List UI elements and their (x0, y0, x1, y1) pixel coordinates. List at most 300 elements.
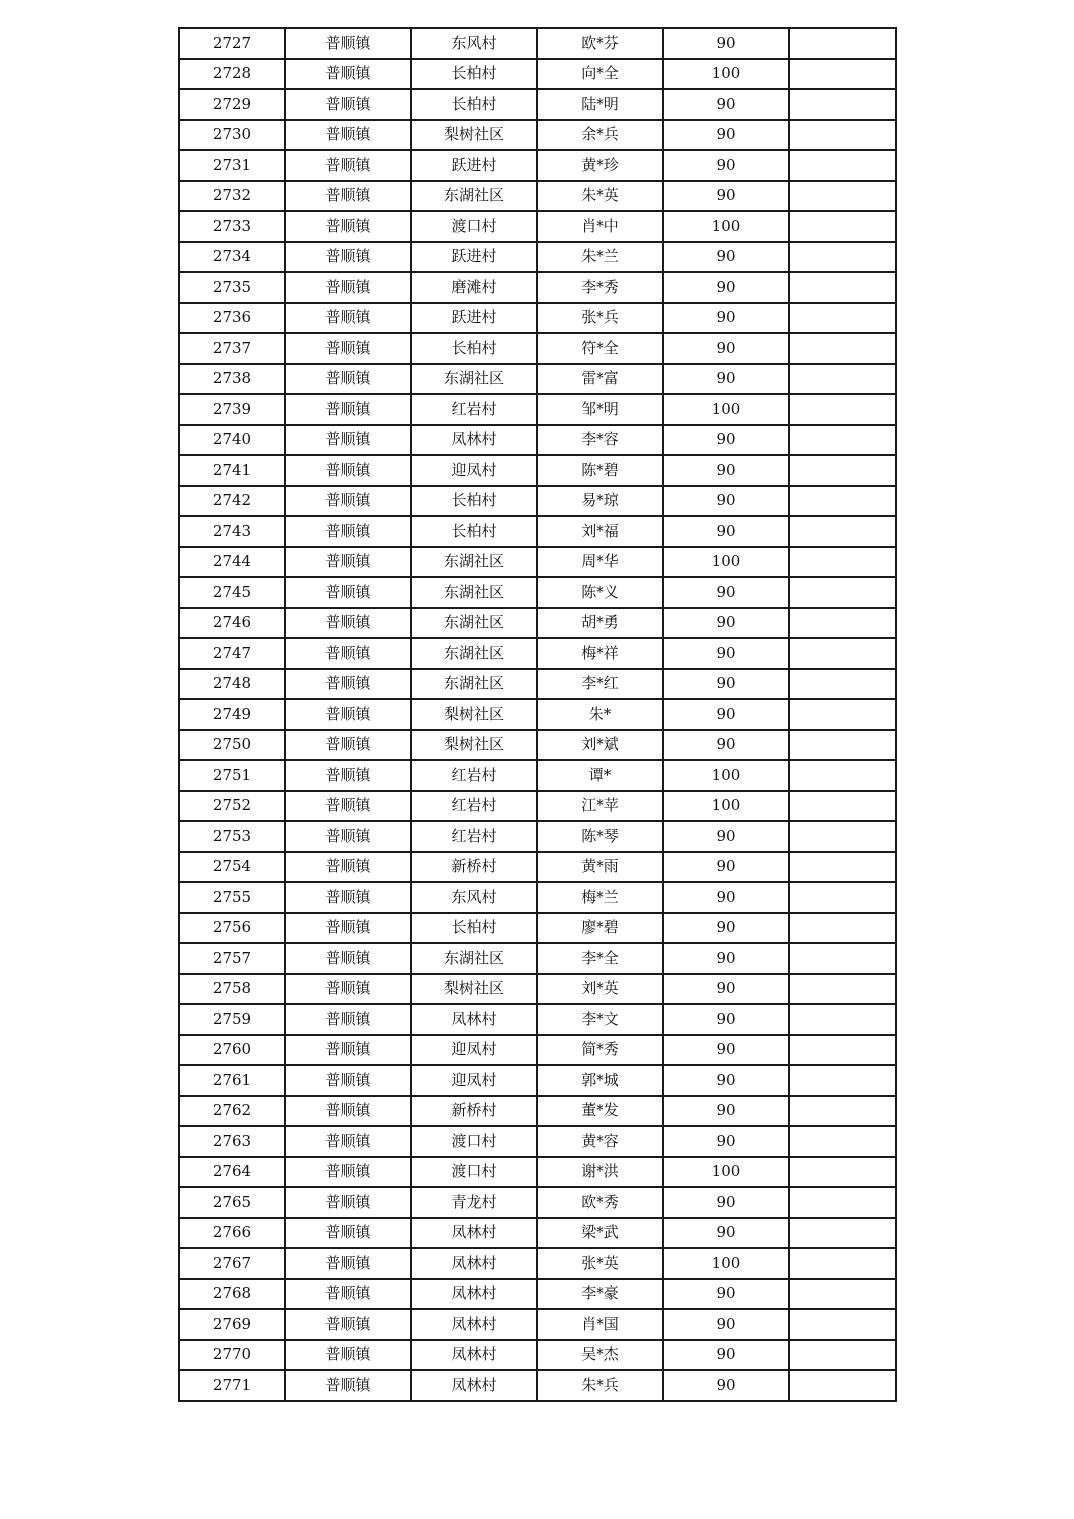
name-cell: 李*红 (537, 669, 663, 700)
note-cell (789, 1035, 896, 1066)
name-cell: 梅*祥 (537, 638, 663, 669)
village-cell: 东湖社区 (411, 943, 537, 974)
amount-cell: 100 (663, 394, 789, 425)
name-cell: 简*秀 (537, 1035, 663, 1066)
table-row (179, 974, 896, 1005)
table-row (179, 425, 896, 456)
row-number-cell: 2768 (179, 1279, 285, 1310)
town-cell: 普顺镇 (285, 1126, 411, 1157)
village-cell: 梨树社区 (411, 120, 537, 151)
name-cell: 江*苹 (537, 791, 663, 822)
name-cell: 陈*义 (537, 577, 663, 608)
name-cell: 廖*碧 (537, 913, 663, 944)
town-cell: 普顺镇 (285, 1248, 411, 1279)
table-row (179, 1065, 896, 1096)
row-number-cell: 2743 (179, 516, 285, 547)
village-cell: 跃进村 (411, 242, 537, 273)
name-cell: 胡*勇 (537, 608, 663, 639)
town-cell: 普顺镇 (285, 608, 411, 639)
table-row (179, 364, 896, 395)
note-cell (789, 59, 896, 90)
village-cell: 凤林村 (411, 1004, 537, 1035)
row-number-cell: 2762 (179, 1096, 285, 1127)
row-number-cell: 2741 (179, 455, 285, 486)
amount-cell: 90 (663, 455, 789, 486)
row-number-cell: 2735 (179, 272, 285, 303)
table-row (179, 120, 896, 151)
row-number-cell: 2737 (179, 333, 285, 364)
town-cell: 普顺镇 (285, 486, 411, 517)
amount-cell: 90 (663, 516, 789, 547)
note-cell (789, 1157, 896, 1188)
row-number-cell: 2769 (179, 1309, 285, 1340)
row-number-cell: 2749 (179, 699, 285, 730)
note-cell (789, 1218, 896, 1249)
amount-cell: 90 (663, 669, 789, 700)
note-cell (789, 333, 896, 364)
town-cell: 普顺镇 (285, 242, 411, 273)
row-number-cell: 2767 (179, 1248, 285, 1279)
table-row (179, 821, 896, 852)
row-number-cell: 2746 (179, 608, 285, 639)
village-cell: 梨树社区 (411, 699, 537, 730)
table-row (179, 455, 896, 486)
village-cell: 跃进村 (411, 150, 537, 181)
name-cell: 朱*兰 (537, 242, 663, 273)
row-number-cell: 2732 (179, 181, 285, 212)
row-number-cell: 2771 (179, 1370, 285, 1401)
village-cell: 青龙村 (411, 1187, 537, 1218)
name-cell: 符*全 (537, 333, 663, 364)
table-row (179, 882, 896, 913)
town-cell: 普顺镇 (285, 455, 411, 486)
table-row (179, 760, 896, 791)
name-cell: 雷*富 (537, 364, 663, 395)
name-cell: 邹*明 (537, 394, 663, 425)
town-cell: 普顺镇 (285, 638, 411, 669)
amount-cell: 100 (663, 1157, 789, 1188)
village-cell: 跃进村 (411, 303, 537, 334)
amount-cell: 90 (663, 638, 789, 669)
town-cell: 普顺镇 (285, 1157, 411, 1188)
table-row (179, 1157, 896, 1188)
amount-cell: 90 (663, 1218, 789, 1249)
town-cell: 普顺镇 (285, 1370, 411, 1401)
note-cell (789, 577, 896, 608)
table-row (179, 1126, 896, 1157)
note-cell (789, 394, 896, 425)
note-cell (789, 669, 896, 700)
name-cell: 刘*斌 (537, 730, 663, 761)
town-cell: 普顺镇 (285, 1035, 411, 1066)
name-cell: 朱*英 (537, 181, 663, 212)
name-cell: 梁*武 (537, 1218, 663, 1249)
row-number-cell: 2740 (179, 425, 285, 456)
note-cell (789, 181, 896, 212)
table-row (179, 181, 896, 212)
row-number-cell: 2738 (179, 364, 285, 395)
note-cell (789, 150, 896, 181)
table-row (179, 1187, 896, 1218)
amount-cell: 90 (663, 577, 789, 608)
table-row (179, 913, 896, 944)
name-cell: 易*琼 (537, 486, 663, 517)
village-cell: 长柏村 (411, 333, 537, 364)
town-cell: 普顺镇 (285, 1218, 411, 1249)
name-cell: 董*发 (537, 1096, 663, 1127)
note-cell (789, 516, 896, 547)
amount-cell: 90 (663, 272, 789, 303)
village-cell: 凤林村 (411, 1370, 537, 1401)
row-number-cell: 2756 (179, 913, 285, 944)
note-cell (789, 547, 896, 578)
row-number-cell: 2730 (179, 120, 285, 151)
row-number-cell: 2750 (179, 730, 285, 761)
row-number-cell: 2770 (179, 1340, 285, 1371)
village-cell: 长柏村 (411, 913, 537, 944)
note-cell (789, 1187, 896, 1218)
table-row (179, 89, 896, 120)
village-cell: 东湖社区 (411, 608, 537, 639)
table-row (179, 150, 896, 181)
village-cell: 新桥村 (411, 1096, 537, 1127)
table-row (179, 1096, 896, 1127)
name-cell: 谢*洪 (537, 1157, 663, 1188)
name-cell: 欧*芬 (537, 28, 663, 59)
row-number-cell: 2763 (179, 1126, 285, 1157)
note-cell (789, 89, 896, 120)
row-number-cell: 2731 (179, 150, 285, 181)
amount-cell: 90 (663, 1065, 789, 1096)
amount-cell: 90 (663, 913, 789, 944)
amount-cell: 90 (663, 943, 789, 974)
row-number-cell: 2766 (179, 1218, 285, 1249)
note-cell (789, 974, 896, 1005)
table-row (179, 1004, 896, 1035)
village-cell: 东湖社区 (411, 547, 537, 578)
note-cell (789, 28, 896, 59)
village-cell: 东湖社区 (411, 181, 537, 212)
village-cell: 磨滩村 (411, 272, 537, 303)
table-row (179, 333, 896, 364)
amount-cell: 90 (663, 699, 789, 730)
village-cell: 长柏村 (411, 516, 537, 547)
table-row (179, 669, 896, 700)
town-cell: 普顺镇 (285, 28, 411, 59)
village-cell: 凤林村 (411, 425, 537, 456)
note-cell (789, 791, 896, 822)
amount-cell: 90 (663, 28, 789, 59)
row-number-cell: 2728 (179, 59, 285, 90)
village-cell: 新桥村 (411, 852, 537, 883)
name-cell: 李*文 (537, 1004, 663, 1035)
name-cell: 梅*兰 (537, 882, 663, 913)
town-cell: 普顺镇 (285, 303, 411, 334)
amount-cell: 90 (663, 852, 789, 883)
note-cell (789, 730, 896, 761)
note-cell (789, 1096, 896, 1127)
row-number-cell: 2757 (179, 943, 285, 974)
table-row (179, 852, 896, 883)
town-cell: 普顺镇 (285, 333, 411, 364)
village-cell: 梨树社区 (411, 974, 537, 1005)
row-number-cell: 2727 (179, 28, 285, 59)
name-cell: 欧*秀 (537, 1187, 663, 1218)
table-row (179, 943, 896, 974)
town-cell: 普顺镇 (285, 1065, 411, 1096)
town-cell: 普顺镇 (285, 150, 411, 181)
table-row (179, 303, 896, 334)
name-cell: 黄*雨 (537, 852, 663, 883)
table-row (179, 211, 896, 242)
village-cell: 长柏村 (411, 486, 537, 517)
row-number-cell: 2742 (179, 486, 285, 517)
amount-cell: 90 (663, 425, 789, 456)
amount-cell: 100 (663, 547, 789, 578)
town-cell: 普顺镇 (285, 120, 411, 151)
table-row (179, 1370, 896, 1401)
note-cell (789, 272, 896, 303)
town-cell: 普顺镇 (285, 394, 411, 425)
village-cell: 凤林村 (411, 1279, 537, 1310)
village-cell: 红岩村 (411, 791, 537, 822)
table-row (179, 1248, 896, 1279)
town-cell: 普顺镇 (285, 943, 411, 974)
table-row (179, 791, 896, 822)
amount-cell: 100 (663, 791, 789, 822)
table-row (179, 638, 896, 669)
name-cell: 刘*福 (537, 516, 663, 547)
name-cell: 肖*国 (537, 1309, 663, 1340)
row-number-cell: 2748 (179, 669, 285, 700)
note-cell (789, 852, 896, 883)
town-cell: 普顺镇 (285, 1096, 411, 1127)
table-row (179, 547, 896, 578)
note-cell (789, 943, 896, 974)
amount-cell: 90 (663, 486, 789, 517)
amount-cell: 90 (663, 89, 789, 120)
name-cell: 肖*中 (537, 211, 663, 242)
note-cell (789, 425, 896, 456)
row-number-cell: 2745 (179, 577, 285, 608)
note-cell (789, 608, 896, 639)
town-cell: 普顺镇 (285, 1004, 411, 1035)
amount-cell: 90 (663, 1309, 789, 1340)
village-cell: 红岩村 (411, 760, 537, 791)
row-number-cell: 2736 (179, 303, 285, 334)
name-cell: 朱*兵 (537, 1370, 663, 1401)
village-cell: 东湖社区 (411, 638, 537, 669)
amount-cell: 90 (663, 1187, 789, 1218)
town-cell: 普顺镇 (285, 425, 411, 456)
table-row (179, 242, 896, 273)
amount-cell: 90 (663, 730, 789, 761)
note-cell (789, 486, 896, 517)
name-cell: 谭* (537, 760, 663, 791)
name-cell: 陈*碧 (537, 455, 663, 486)
note-cell (789, 1065, 896, 1096)
amount-cell: 100 (663, 1248, 789, 1279)
town-cell: 普顺镇 (285, 913, 411, 944)
village-cell: 凤林村 (411, 1340, 537, 1371)
town-cell: 普顺镇 (285, 272, 411, 303)
name-cell: 郭*城 (537, 1065, 663, 1096)
town-cell: 普顺镇 (285, 547, 411, 578)
village-cell: 渡口村 (411, 211, 537, 242)
row-number-cell: 2729 (179, 89, 285, 120)
row-number-cell: 2764 (179, 1157, 285, 1188)
amount-cell: 90 (663, 120, 789, 151)
town-cell: 普顺镇 (285, 852, 411, 883)
table-row (179, 730, 896, 761)
note-cell (789, 760, 896, 791)
name-cell: 陆*明 (537, 89, 663, 120)
row-number-cell: 2765 (179, 1187, 285, 1218)
town-cell: 普顺镇 (285, 821, 411, 852)
table-row (179, 1035, 896, 1066)
town-cell: 普顺镇 (285, 577, 411, 608)
table-row (179, 1340, 896, 1371)
table-row (179, 486, 896, 517)
town-cell: 普顺镇 (285, 1309, 411, 1340)
note-cell (789, 1370, 896, 1401)
town-cell: 普顺镇 (285, 791, 411, 822)
name-cell: 黄*珍 (537, 150, 663, 181)
amount-cell: 90 (663, 1035, 789, 1066)
village-cell: 凤林村 (411, 1309, 537, 1340)
table-row (179, 1309, 896, 1340)
amount-cell: 90 (663, 303, 789, 334)
note-cell (789, 638, 896, 669)
town-cell: 普顺镇 (285, 882, 411, 913)
town-cell: 普顺镇 (285, 974, 411, 1005)
amount-cell: 90 (663, 242, 789, 273)
amount-cell: 90 (663, 974, 789, 1005)
table-row (179, 516, 896, 547)
name-cell: 李*容 (537, 425, 663, 456)
amount-cell: 90 (663, 608, 789, 639)
town-cell: 普顺镇 (285, 699, 411, 730)
row-number-cell: 2734 (179, 242, 285, 273)
village-cell: 红岩村 (411, 394, 537, 425)
amount-cell: 90 (663, 882, 789, 913)
town-cell: 普顺镇 (285, 1279, 411, 1310)
village-cell: 渡口村 (411, 1126, 537, 1157)
village-cell: 红岩村 (411, 821, 537, 852)
town-cell: 普顺镇 (285, 760, 411, 791)
note-cell (789, 303, 896, 334)
town-cell: 普顺镇 (285, 211, 411, 242)
town-cell: 普顺镇 (285, 730, 411, 761)
note-cell (789, 913, 896, 944)
town-cell: 普顺镇 (285, 1340, 411, 1371)
note-cell (789, 242, 896, 273)
note-cell (789, 1309, 896, 1340)
amount-cell: 90 (663, 1340, 789, 1371)
table-row (179, 28, 896, 59)
village-cell: 凤林村 (411, 1218, 537, 1249)
row-number-cell: 2753 (179, 821, 285, 852)
name-cell: 刘*英 (537, 974, 663, 1005)
name-cell: 李*豪 (537, 1279, 663, 1310)
table-row (179, 1218, 896, 1249)
row-number-cell: 2758 (179, 974, 285, 1005)
row-number-cell: 2761 (179, 1065, 285, 1096)
note-cell (789, 1279, 896, 1310)
amount-cell: 90 (663, 1279, 789, 1310)
row-number-cell: 2751 (179, 760, 285, 791)
name-cell: 张*英 (537, 1248, 663, 1279)
note-cell (789, 882, 896, 913)
amount-cell: 100 (663, 211, 789, 242)
row-number-cell: 2754 (179, 852, 285, 883)
village-cell: 长柏村 (411, 59, 537, 90)
row-number-cell: 2747 (179, 638, 285, 669)
amount-cell: 100 (663, 760, 789, 791)
name-cell: 余*兵 (537, 120, 663, 151)
village-cell: 迎凤村 (411, 455, 537, 486)
note-cell (789, 1004, 896, 1035)
village-cell: 东湖社区 (411, 669, 537, 700)
town-cell: 普顺镇 (285, 516, 411, 547)
note-cell (789, 455, 896, 486)
table-row (179, 577, 896, 608)
row-number-cell: 2760 (179, 1035, 285, 1066)
note-cell (789, 699, 896, 730)
name-cell: 黄*容 (537, 1126, 663, 1157)
table-body (179, 28, 896, 1401)
village-cell: 东风村 (411, 28, 537, 59)
name-cell: 张*兵 (537, 303, 663, 334)
note-cell (789, 211, 896, 242)
note-cell (789, 120, 896, 151)
data-table (178, 27, 897, 1402)
village-cell: 东湖社区 (411, 577, 537, 608)
table-row (179, 699, 896, 730)
village-cell: 迎凤村 (411, 1035, 537, 1066)
amount-cell: 90 (663, 181, 789, 212)
table-row (179, 1279, 896, 1310)
name-cell: 周*华 (537, 547, 663, 578)
table-row (179, 394, 896, 425)
town-cell: 普顺镇 (285, 89, 411, 120)
town-cell: 普顺镇 (285, 1187, 411, 1218)
town-cell: 普顺镇 (285, 364, 411, 395)
village-cell: 迎凤村 (411, 1065, 537, 1096)
row-number-cell: 2733 (179, 211, 285, 242)
amount-cell: 90 (663, 821, 789, 852)
name-cell: 李*秀 (537, 272, 663, 303)
table-row (179, 59, 896, 90)
village-cell: 凤林村 (411, 1248, 537, 1279)
amount-cell: 90 (663, 1370, 789, 1401)
name-cell: 朱* (537, 699, 663, 730)
village-cell: 渡口村 (411, 1157, 537, 1188)
name-cell: 向*全 (537, 59, 663, 90)
amount-cell: 100 (663, 59, 789, 90)
town-cell: 普顺镇 (285, 181, 411, 212)
town-cell: 普顺镇 (285, 669, 411, 700)
note-cell (789, 1126, 896, 1157)
village-cell: 长柏村 (411, 89, 537, 120)
village-cell: 梨树社区 (411, 730, 537, 761)
row-number-cell: 2752 (179, 791, 285, 822)
note-cell (789, 364, 896, 395)
amount-cell: 90 (663, 150, 789, 181)
village-cell: 东风村 (411, 882, 537, 913)
amount-cell: 90 (663, 1004, 789, 1035)
name-cell: 陈*琴 (537, 821, 663, 852)
